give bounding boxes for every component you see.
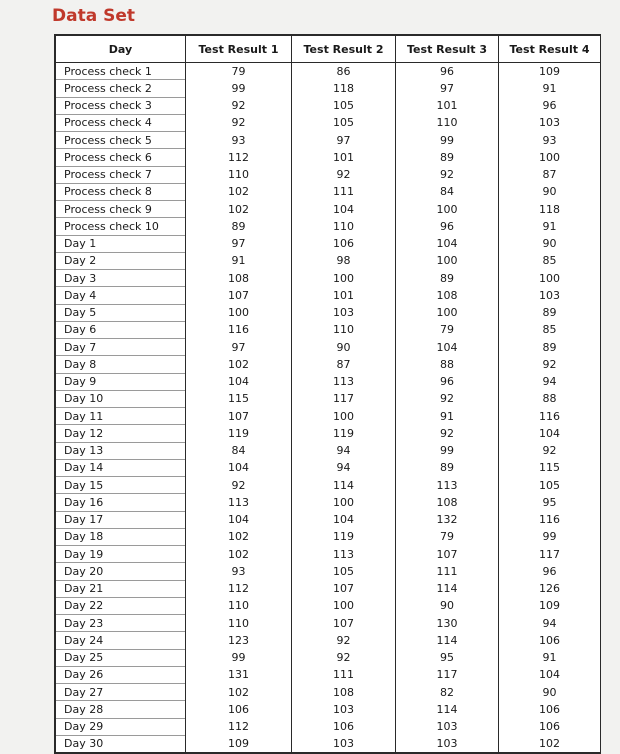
test-result-1-cell[interactable]: 93: [186, 132, 292, 149]
day-cell[interactable]: Day 18: [56, 528, 186, 545]
test-result-1-cell[interactable]: 131: [186, 666, 292, 683]
test-result-4-cell[interactable]: 116: [499, 511, 601, 528]
header-test-result-2[interactable]: Test Result 2: [292, 36, 396, 63]
test-result-2-cell[interactable]: 105: [292, 563, 396, 580]
day-cell[interactable]: Day 2: [56, 252, 186, 269]
test-result-4-cell[interactable]: 85: [499, 252, 601, 269]
test-result-3-cell[interactable]: 88: [396, 356, 499, 373]
test-result-4-cell[interactable]: 106: [499, 718, 601, 735]
test-result-1-cell[interactable]: 104: [186, 459, 292, 476]
day-cell[interactable]: Day 20: [56, 563, 186, 580]
test-result-1-cell[interactable]: 108: [186, 270, 292, 287]
table-row: [56, 632, 601, 649]
test-result-4-cell[interactable]: 96: [499, 97, 601, 114]
test-result-3-cell[interactable]: 96: [396, 373, 499, 390]
table-row: [56, 252, 601, 269]
test-result-4-cell[interactable]: 106: [499, 701, 601, 718]
test-result-1-cell[interactable]: 123: [186, 632, 292, 649]
test-result-1-cell[interactable]: 92: [186, 477, 292, 494]
test-result-4-cell[interactable]: 118: [499, 201, 601, 218]
table-row: [56, 201, 601, 218]
table-row: [56, 684, 601, 701]
table-row: [56, 63, 601, 80]
day-cell[interactable]: Process check 9: [56, 201, 186, 218]
test-result-1-cell[interactable]: 107: [186, 287, 292, 304]
test-result-3-cell[interactable]: 99: [396, 442, 499, 459]
test-result-1-cell[interactable]: 97: [186, 339, 292, 356]
header-row: [56, 36, 601, 63]
test-result-4-cell[interactable]: 92: [499, 356, 601, 373]
test-result-2-cell[interactable]: 111: [292, 666, 396, 683]
table-row: [56, 701, 601, 718]
test-result-1-cell[interactable]: 92: [186, 97, 292, 114]
test-result-1-cell[interactable]: 110: [186, 597, 292, 614]
test-result-2-cell[interactable]: 87: [292, 356, 396, 373]
test-result-4-cell[interactable]: 90: [499, 183, 601, 200]
test-result-2-cell[interactable]: 90: [292, 339, 396, 356]
test-result-4-cell[interactable]: 90: [499, 684, 601, 701]
test-result-3-cell[interactable]: 108: [396, 287, 499, 304]
table-row: [56, 649, 601, 666]
day-cell[interactable]: Day 27: [56, 684, 186, 701]
data-table-container: [54, 34, 601, 754]
page-title: Data Set: [52, 6, 135, 26]
table-row: [56, 442, 601, 459]
day-cell[interactable]: Process check 1: [56, 63, 186, 80]
test-result-3-cell[interactable]: 100: [396, 201, 499, 218]
test-result-2-cell[interactable]: 92: [292, 649, 396, 666]
test-result-4-cell[interactable]: 104: [499, 425, 601, 442]
test-result-4-cell[interactable]: 109: [499, 63, 601, 80]
table-row: [56, 339, 601, 356]
test-result-2-cell[interactable]: 107: [292, 615, 396, 632]
test-result-1-cell[interactable]: 91: [186, 252, 292, 269]
table-row: [56, 373, 601, 390]
test-result-4-cell[interactable]: 105: [499, 477, 601, 494]
test-result-4-cell[interactable]: 92: [499, 442, 601, 459]
header-test-result-4[interactable]: Test Result 4: [499, 36, 601, 63]
test-result-2-cell[interactable]: 106: [292, 235, 396, 252]
test-result-3-cell[interactable]: 114: [396, 701, 499, 718]
table-row: [56, 580, 601, 597]
test-result-1-cell[interactable]: 106: [186, 701, 292, 718]
table-row: [56, 321, 601, 338]
table-row: [56, 408, 601, 425]
test-result-2-cell[interactable]: 119: [292, 425, 396, 442]
table-row: [56, 235, 601, 252]
test-result-4-cell[interactable]: 103: [499, 287, 601, 304]
test-result-1-cell[interactable]: 112: [186, 580, 292, 597]
test-result-2-cell[interactable]: 111: [292, 183, 396, 200]
test-result-1-cell[interactable]: 99: [186, 649, 292, 666]
test-result-2-cell[interactable]: 97: [292, 132, 396, 149]
test-result-2-cell[interactable]: 92: [292, 166, 396, 183]
test-result-2-cell[interactable]: 107: [292, 580, 396, 597]
test-result-4-cell[interactable]: 103: [499, 114, 601, 131]
day-cell[interactable]: Day 29: [56, 718, 186, 735]
test-result-2-cell[interactable]: 117: [292, 390, 396, 407]
test-result-3-cell[interactable]: 114: [396, 580, 499, 597]
day-cell[interactable]: Process check 6: [56, 149, 186, 166]
test-result-1-cell[interactable]: 102: [186, 356, 292, 373]
test-result-2-cell[interactable]: 105: [292, 97, 396, 114]
test-result-3-cell[interactable]: 89: [396, 270, 499, 287]
test-result-1-cell[interactable]: 102: [186, 546, 292, 563]
day-cell[interactable]: Day 1: [56, 235, 186, 252]
table-row: [56, 494, 601, 511]
test-result-2-cell[interactable]: 118: [292, 80, 396, 97]
test-result-3-cell[interactable]: 100: [396, 304, 499, 321]
test-result-3-cell[interactable]: 89: [396, 459, 499, 476]
test-result-2-cell[interactable]: 119: [292, 528, 396, 545]
test-result-2-cell[interactable]: 94: [292, 442, 396, 459]
day-cell[interactable]: Day 24: [56, 632, 186, 649]
day-cell[interactable]: Day 11: [56, 408, 186, 425]
test-result-4-cell[interactable]: 102: [499, 735, 601, 752]
header-test-result-1[interactable]: Test Result 1: [186, 36, 292, 63]
day-cell[interactable]: Day 14: [56, 459, 186, 476]
test-result-4-cell[interactable]: 94: [499, 615, 601, 632]
test-result-3-cell[interactable]: 91: [396, 408, 499, 425]
test-result-2-cell[interactable]: 104: [292, 511, 396, 528]
test-result-3-cell[interactable]: 79: [396, 321, 499, 338]
test-result-2-cell[interactable]: 100: [292, 597, 396, 614]
test-result-3-cell[interactable]: 113: [396, 477, 499, 494]
day-cell[interactable]: Day 5: [56, 304, 186, 321]
test-result-3-cell[interactable]: 107: [396, 546, 499, 563]
test-result-4-cell[interactable]: 96: [499, 563, 601, 580]
test-result-3-cell[interactable]: 108: [396, 494, 499, 511]
day-cell[interactable]: Day 16: [56, 494, 186, 511]
day-cell[interactable]: Day 8: [56, 356, 186, 373]
test-result-1-cell[interactable]: 100: [186, 304, 292, 321]
day-cell[interactable]: Day 19: [56, 546, 186, 563]
table-row: [56, 425, 601, 442]
test-result-1-cell[interactable]: 102: [186, 201, 292, 218]
table-row: [56, 132, 601, 149]
table-row: [56, 149, 601, 166]
header-day[interactable]: Day: [56, 36, 186, 63]
test-result-3-cell[interactable]: 100: [396, 252, 499, 269]
test-result-2-cell[interactable]: 101: [292, 287, 396, 304]
table-row: [56, 511, 601, 528]
day-cell[interactable]: Day 28: [56, 701, 186, 718]
test-result-1-cell[interactable]: 102: [186, 684, 292, 701]
test-result-3-cell[interactable]: 82: [396, 684, 499, 701]
table-row: [56, 183, 601, 200]
test-result-2-cell[interactable]: 113: [292, 546, 396, 563]
test-result-1-cell[interactable]: 97: [186, 235, 292, 252]
day-cell[interactable]: Day 30: [56, 735, 186, 752]
test-result-1-cell[interactable]: 104: [186, 511, 292, 528]
test-result-1-cell[interactable]: 79: [186, 63, 292, 80]
test-result-3-cell[interactable]: 90: [396, 597, 499, 614]
test-result-1-cell[interactable]: 113: [186, 494, 292, 511]
table-row: [56, 528, 601, 545]
day-cell[interactable]: Day 26: [56, 666, 186, 683]
day-cell[interactable]: Day 4: [56, 287, 186, 304]
day-cell[interactable]: Day 6: [56, 321, 186, 338]
test-result-4-cell[interactable]: 91: [499, 80, 601, 97]
day-cell[interactable]: Process check 2: [56, 80, 186, 97]
test-result-3-cell[interactable]: 101: [396, 97, 499, 114]
day-cell[interactable]: Day 12: [56, 425, 186, 442]
day-cell[interactable]: Process check 4: [56, 114, 186, 131]
test-result-4-cell[interactable]: 89: [499, 339, 601, 356]
day-cell[interactable]: Day 10: [56, 390, 186, 407]
test-result-3-cell[interactable]: 96: [396, 63, 499, 80]
table-row: [56, 114, 601, 131]
test-result-4-cell[interactable]: 95: [499, 494, 601, 511]
day-cell[interactable]: Day 3: [56, 270, 186, 287]
table-row: [56, 166, 601, 183]
table-row: [56, 97, 601, 114]
test-result-1-cell[interactable]: 116: [186, 321, 292, 338]
test-result-3-cell[interactable]: 114: [396, 632, 499, 649]
test-result-2-cell[interactable]: 114: [292, 477, 396, 494]
table-row: [56, 218, 601, 235]
day-cell[interactable]: Process check 8: [56, 183, 186, 200]
test-result-1-cell[interactable]: 84: [186, 442, 292, 459]
test-result-2-cell[interactable]: 98: [292, 252, 396, 269]
table-row: [56, 390, 601, 407]
test-result-3-cell[interactable]: 95: [396, 649, 499, 666]
day-cell[interactable]: Day 9: [56, 373, 186, 390]
test-result-4-cell[interactable]: 89: [499, 304, 601, 321]
test-result-2-cell[interactable]: 110: [292, 321, 396, 338]
table-row: [56, 459, 601, 476]
test-result-2-cell[interactable]: 110: [292, 218, 396, 235]
test-result-1-cell[interactable]: 107: [186, 408, 292, 425]
table-row: [56, 304, 601, 321]
test-result-1-cell[interactable]: 89: [186, 218, 292, 235]
day-cell[interactable]: Day 22: [56, 597, 186, 614]
test-result-1-cell[interactable]: 109: [186, 735, 292, 752]
test-result-1-cell[interactable]: 102: [186, 528, 292, 545]
day-cell[interactable]: Day 21: [56, 580, 186, 597]
day-cell[interactable]: Day 25: [56, 649, 186, 666]
test-result-3-cell[interactable]: 89: [396, 149, 499, 166]
test-result-2-cell[interactable]: 103: [292, 304, 396, 321]
test-result-4-cell[interactable]: 117: [499, 546, 601, 563]
test-result-3-cell[interactable]: 103: [396, 718, 499, 735]
test-result-4-cell[interactable]: 100: [499, 149, 601, 166]
test-result-3-cell[interactable]: 84: [396, 183, 499, 200]
header-test-result-3[interactable]: Test Result 3: [396, 36, 499, 63]
day-cell[interactable]: Day 17: [56, 511, 186, 528]
table-row: [56, 718, 601, 735]
data-table: [55, 35, 601, 753]
test-result-4-cell[interactable]: 116: [499, 408, 601, 425]
table-row: [56, 546, 601, 563]
test-result-4-cell[interactable]: 100: [499, 270, 601, 287]
test-result-3-cell[interactable]: 104: [396, 339, 499, 356]
table-row: [56, 666, 601, 683]
test-result-4-cell[interactable]: 88: [499, 390, 601, 407]
day-cell[interactable]: Process check 10: [56, 218, 186, 235]
table-body: [56, 63, 601, 753]
test-result-4-cell[interactable]: 85: [499, 321, 601, 338]
table-row: [56, 80, 601, 97]
test-result-4-cell[interactable]: 109: [499, 597, 601, 614]
table-row: [56, 477, 601, 494]
day-cell[interactable]: Day 15: [56, 477, 186, 494]
test-result-4-cell[interactable]: 93: [499, 132, 601, 149]
test-result-2-cell[interactable]: 113: [292, 373, 396, 390]
day-cell[interactable]: Day 13: [56, 442, 186, 459]
test-result-1-cell[interactable]: 102: [186, 183, 292, 200]
table-row: [56, 597, 601, 614]
test-result-4-cell[interactable]: 115: [499, 459, 601, 476]
test-result-1-cell[interactable]: 115: [186, 390, 292, 407]
test-result-2-cell[interactable]: 100: [292, 494, 396, 511]
test-result-4-cell[interactable]: 90: [499, 235, 601, 252]
table-row: [56, 615, 601, 632]
test-result-2-cell[interactable]: 104: [292, 201, 396, 218]
test-result-2-cell[interactable]: 103: [292, 701, 396, 718]
day-cell[interactable]: Day 7: [56, 339, 186, 356]
test-result-4-cell[interactable]: 94: [499, 373, 601, 390]
test-result-4-cell[interactable]: 87: [499, 166, 601, 183]
test-result-2-cell[interactable]: 108: [292, 684, 396, 701]
table-row: [56, 356, 601, 373]
test-result-1-cell[interactable]: 112: [186, 149, 292, 166]
test-result-3-cell[interactable]: 79: [396, 528, 499, 545]
test-result-3-cell[interactable]: 92: [396, 425, 499, 442]
day-cell[interactable]: Process check 7: [56, 166, 186, 183]
test-result-1-cell[interactable]: 112: [186, 718, 292, 735]
test-result-2-cell[interactable]: 100: [292, 270, 396, 287]
day-cell[interactable]: Process check 5: [56, 132, 186, 149]
test-result-1-cell[interactable]: 119: [186, 425, 292, 442]
table-row: [56, 735, 601, 752]
test-result-4-cell[interactable]: 104: [499, 666, 601, 683]
test-result-3-cell[interactable]: 99: [396, 132, 499, 149]
day-cell[interactable]: Day 23: [56, 615, 186, 632]
test-result-3-cell[interactable]: 92: [396, 166, 499, 183]
test-result-3-cell[interactable]: 117: [396, 666, 499, 683]
test-result-3-cell[interactable]: 103: [396, 735, 499, 752]
test-result-2-cell[interactable]: 86: [292, 63, 396, 80]
day-cell[interactable]: Process check 3: [56, 97, 186, 114]
test-result-3-cell[interactable]: 97: [396, 80, 499, 97]
test-result-4-cell[interactable]: 99: [499, 528, 601, 545]
test-result-3-cell[interactable]: 111: [396, 563, 499, 580]
test-result-1-cell[interactable]: 93: [186, 563, 292, 580]
test-result-1-cell[interactable]: 110: [186, 615, 292, 632]
test-result-1-cell[interactable]: 110: [186, 166, 292, 183]
test-result-4-cell[interactable]: 106: [499, 632, 601, 649]
test-result-3-cell[interactable]: 130: [396, 615, 499, 632]
test-result-3-cell[interactable]: 104: [396, 235, 499, 252]
test-result-2-cell[interactable]: 94: [292, 459, 396, 476]
test-result-4-cell[interactable]: 91: [499, 218, 601, 235]
test-result-1-cell[interactable]: 104: [186, 373, 292, 390]
test-result-3-cell[interactable]: 132: [396, 511, 499, 528]
test-result-2-cell[interactable]: 103: [292, 735, 396, 752]
test-result-2-cell[interactable]: 101: [292, 149, 396, 166]
test-result-1-cell[interactable]: 99: [186, 80, 292, 97]
test-result-3-cell[interactable]: 92: [396, 390, 499, 407]
test-result-3-cell[interactable]: 96: [396, 218, 499, 235]
test-result-2-cell[interactable]: 105: [292, 114, 396, 131]
table-row: [56, 287, 601, 304]
table-row: [56, 563, 601, 580]
test-result-2-cell[interactable]: 92: [292, 632, 396, 649]
test-result-1-cell[interactable]: 92: [186, 114, 292, 131]
table-row: [56, 270, 601, 287]
test-result-2-cell[interactable]: 100: [292, 408, 396, 425]
test-result-2-cell[interactable]: 106: [292, 718, 396, 735]
test-result-3-cell[interactable]: 110: [396, 114, 499, 131]
test-result-4-cell[interactable]: 91: [499, 649, 601, 666]
test-result-4-cell[interactable]: 126: [499, 580, 601, 597]
